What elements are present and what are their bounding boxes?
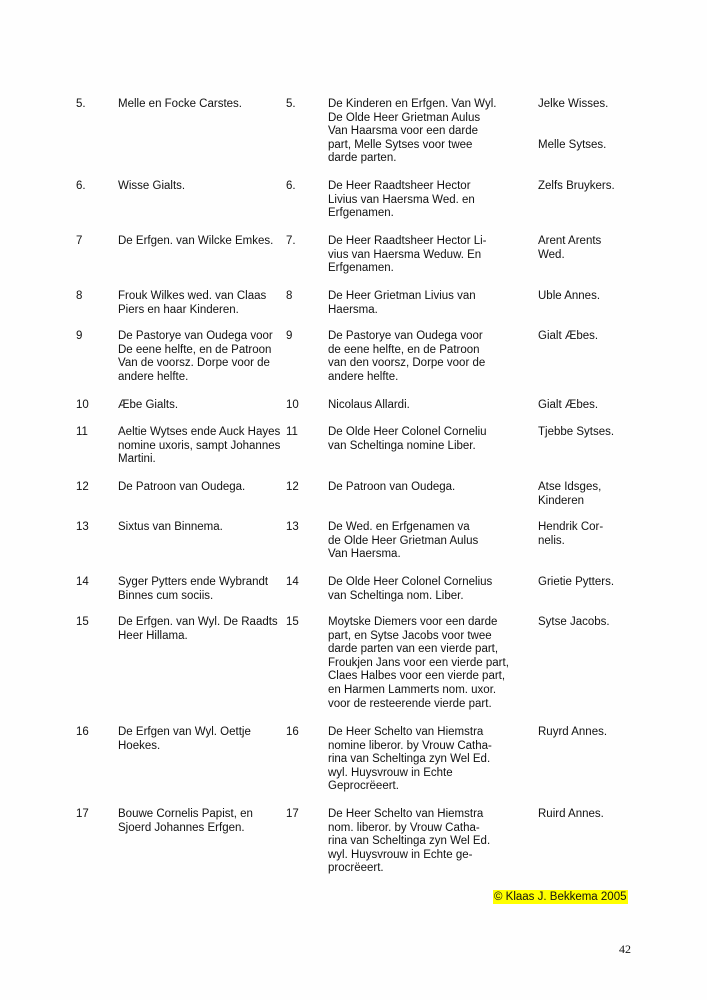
cell-line: Melle en Focke Carstes. <box>118 98 242 110</box>
entry-number-2: 13 <box>286 521 299 533</box>
cell-line: Sytse Jacobs. <box>538 616 610 628</box>
user-cell <box>538 426 614 440</box>
owner-cell-2 <box>328 576 492 603</box>
owner-cell-2 <box>328 180 475 221</box>
cell-line: Van Haersma. <box>328 548 401 561</box>
cell-line: Heer Hillama. <box>118 629 188 642</box>
cell-line: Claes Halbes voor een vierde part, <box>328 670 506 683</box>
cell-line: Piers en haar Kinderen. <box>118 303 239 316</box>
owner-cell-2 <box>328 808 490 876</box>
cell-line: De Heer Grietman Livius van <box>328 290 476 302</box>
cell-line: Syger Pytters ende Wybrandt <box>118 576 269 588</box>
cell-line <box>538 125 608 139</box>
page-number: 42 <box>619 942 631 956</box>
cell-line: De Erfgen. van Wilcke Emkes. <box>118 235 274 247</box>
cell-line: De Patroon van Oudega. <box>118 481 246 493</box>
cell-line: Haersma. <box>328 303 378 316</box>
cell-line: darde parten. <box>328 152 397 165</box>
cell-line: De Heer Schelto van Hiemstra <box>328 808 484 820</box>
entry-number-2: 8 <box>286 290 293 302</box>
cell-line: Kinderen <box>538 494 585 507</box>
owner-cell <box>118 235 273 249</box>
user-cell <box>538 98 608 152</box>
cell-line: Sixtus van Binnema. <box>118 521 223 533</box>
entry-number-2: 16 <box>286 726 299 738</box>
user-cell <box>538 399 598 413</box>
entry-number-2: 11 <box>286 426 298 438</box>
cell-line: Moytske Diemers voor een darde <box>328 616 498 628</box>
owner-cell <box>118 330 273 384</box>
cell-line: van Scheltinga nom. Liber. <box>328 589 464 602</box>
cell-line: Atse Idsges, <box>538 481 602 493</box>
entry-number-2: 14 <box>286 576 299 588</box>
cell-line: Wisse Gialts. <box>118 180 186 192</box>
cell-line: Binnes cum sociis. <box>118 589 214 602</box>
user-cell <box>538 290 600 304</box>
cell-line: Æbe Gialts. <box>118 399 179 411</box>
cell-line: Bouwe Cornelis Papist, en <box>118 808 253 820</box>
cell-line: de eene helfte, en de Patroon <box>328 343 480 356</box>
cell-line: Wed. <box>538 248 565 261</box>
cell-line: Gialt Æbes. <box>538 399 599 411</box>
owner-cell <box>118 521 223 535</box>
entry-number: 5. <box>76 98 86 110</box>
cell-line: De Heer Schelto van Hiemstra <box>328 726 484 738</box>
owner-cell <box>118 616 278 643</box>
cell-line: Tjebbe Sytses. <box>538 426 615 438</box>
entry-number-2: 5. <box>286 98 296 110</box>
cell-line: andere helfte. <box>328 370 399 383</box>
user-cell <box>538 235 601 262</box>
cell-line: Jelke Wisses. <box>538 98 609 110</box>
cell-line: De Olde Heer Grietman Aulus <box>328 111 481 124</box>
owner-cell <box>118 481 245 495</box>
cell-line: nom. liberor. by Vrouw Catha- <box>328 821 480 834</box>
cell-line: Arent Arents <box>538 235 602 247</box>
cell-line: Uble Annes. <box>538 290 601 302</box>
cell-line: De Kinderen en Erfgen. Van Wyl. <box>328 98 497 110</box>
entry-number: 8 <box>76 290 83 302</box>
cell-line: De Patroon van Oudega. <box>328 481 456 493</box>
owner-cell-2 <box>328 399 410 413</box>
cell-line: procrëeert. <box>328 862 384 875</box>
cell-line: wyl. Huysvrouw in Echte <box>328 766 453 779</box>
cell-line: Aeltie Wytses ende Auck Hayes <box>118 426 281 438</box>
owner-cell <box>118 180 185 194</box>
owner-cell-2 <box>328 616 509 711</box>
entry-number: 6. <box>76 180 86 192</box>
cell-line: De Pastorye van Oudega voor <box>328 330 483 342</box>
copyright-notice: © Klaas J. Bekkema 2005 <box>494 891 627 903</box>
cell-line: van den voorsz, Dorpe voor de <box>328 357 486 370</box>
cell-line: rina van Scheltinga zyn Wel Ed. <box>328 835 491 848</box>
cell-line: Erfgenamen. <box>328 207 394 220</box>
owner-cell <box>118 808 253 835</box>
user-cell <box>538 481 601 508</box>
owner-cell <box>118 726 251 753</box>
cell-line: De Pastorye van Oudega voor <box>118 330 273 342</box>
cell-line: van Scheltinga nomine Liber. <box>328 439 476 452</box>
cell-line: wyl. Huysvrouw in Echte ge- <box>328 848 473 861</box>
cell-line: Froukjen Jans voor een vierde part, <box>328 656 509 669</box>
cell-line: Geprocrëeert. <box>328 780 399 793</box>
user-cell <box>538 521 603 548</box>
user-cell <box>538 726 607 740</box>
cell-line: Van de voorsz. Dorpe voor de <box>118 357 270 370</box>
cell-line: Martini. <box>118 453 156 466</box>
entry-number: 14 <box>76 576 89 588</box>
owner-cell-2 <box>328 290 476 317</box>
cell-line: Gialt Æbes. <box>538 330 599 342</box>
cell-line: Hoekes. <box>118 739 161 752</box>
owner-cell-2 <box>328 235 487 276</box>
entry-number: 15 <box>76 616 89 628</box>
cell-line: nelis. <box>538 534 565 547</box>
cell-line: De eene helfte, en de Patroon <box>118 343 272 356</box>
cell-line: Nicolaus Allardi. <box>328 399 410 411</box>
entry-number: 12 <box>76 481 89 493</box>
entry-number: 16 <box>76 726 89 738</box>
entry-number-2: 9 <box>286 330 293 342</box>
owner-cell <box>118 98 242 112</box>
cell-line: de Olde Heer Grietman Aulus <box>328 534 479 547</box>
entry-number: 10 <box>76 399 89 411</box>
cell-line: darde parten van een vierde part, <box>328 643 499 656</box>
owner-cell <box>118 576 268 603</box>
cell-line: De Heer Raadtsheer Hector Li- <box>328 235 487 247</box>
owner-cell <box>118 290 266 317</box>
entry-number-2: 17 <box>286 808 299 820</box>
owner-cell-2 <box>328 330 485 384</box>
user-cell <box>538 808 604 822</box>
cell-line: Van Haarsma voor een darde <box>328 125 479 138</box>
owner-cell <box>118 426 280 467</box>
cell-line: De Olde Heer Colonel Cornelius <box>328 576 493 588</box>
owner-cell <box>118 399 178 413</box>
entry-number-2: 10 <box>286 399 299 411</box>
user-cell <box>538 616 610 630</box>
cell-line: rina van Scheltinga zyn Wel Ed. <box>328 753 491 766</box>
cell-line: voor de resteerende vierde part. <box>328 697 492 710</box>
cell-line: andere helfte. <box>118 370 189 383</box>
cell-line: Ruyrd Annes. <box>538 726 608 738</box>
cell-line: De Erfgen van Wyl. Oettje <box>118 726 251 738</box>
cell-line: Grietie Pytters. <box>538 576 615 588</box>
cell-line: De Olde Heer Colonel Corneliu <box>328 426 487 438</box>
owner-cell-2 <box>328 98 496 166</box>
entry-number: 13 <box>76 521 89 533</box>
entry-number: 11 <box>76 426 88 438</box>
cell-line: Zelfs Bruykers. <box>538 180 615 192</box>
cell-line: vius van Haersma Weduw. En <box>328 248 482 261</box>
cell-line: De Heer Raadtsheer Hector <box>328 180 471 192</box>
cell-line: De Wed. en Erfgenamen va <box>328 521 470 533</box>
owner-cell-2 <box>328 426 487 453</box>
user-cell <box>538 180 615 194</box>
cell-line <box>538 112 608 126</box>
cell-line: nomine uxoris, sampt Johannes <box>118 439 281 452</box>
cell-line: en Harmen Lammerts nom. uxor. <box>328 683 497 696</box>
user-cell <box>538 576 614 590</box>
entry-number: 9 <box>76 330 83 342</box>
cell-line: Frouk Wilkes wed. van Claas <box>118 290 267 302</box>
cell-line: Ruird Annes. <box>538 808 604 820</box>
cell-line: nomine liberor. by Vrouw Catha- <box>328 739 492 752</box>
cell-line: Hendrik Cor- <box>538 521 604 533</box>
owner-cell-2 <box>328 726 492 794</box>
cell-line: part, Melle Sytses voor twee <box>328 138 473 151</box>
cell-line: Erfgenamen. <box>328 262 394 275</box>
entry-number-2: 12 <box>286 481 299 493</box>
cell-line: Livius van Haersma Wed. en <box>328 193 475 206</box>
cell-line: Sjoerd Johannes Erfgen. <box>118 821 245 834</box>
entry-number-2: 6. <box>286 180 296 192</box>
entry-number-2: 7. <box>286 235 296 247</box>
entry-number: 17 <box>76 808 89 820</box>
owner-cell-2 <box>328 481 455 495</box>
user-cell <box>538 330 598 344</box>
entry-number: 7 <box>76 235 83 247</box>
cell-line: part, en Sytse Jacobs voor twee <box>328 629 492 642</box>
cell-line: De Erfgen. van Wyl. De Raadts <box>118 616 278 628</box>
cell-line: Melle Sytses. <box>538 138 607 151</box>
entry-number-2: 15 <box>286 616 299 628</box>
owner-cell-2 <box>328 521 478 562</box>
